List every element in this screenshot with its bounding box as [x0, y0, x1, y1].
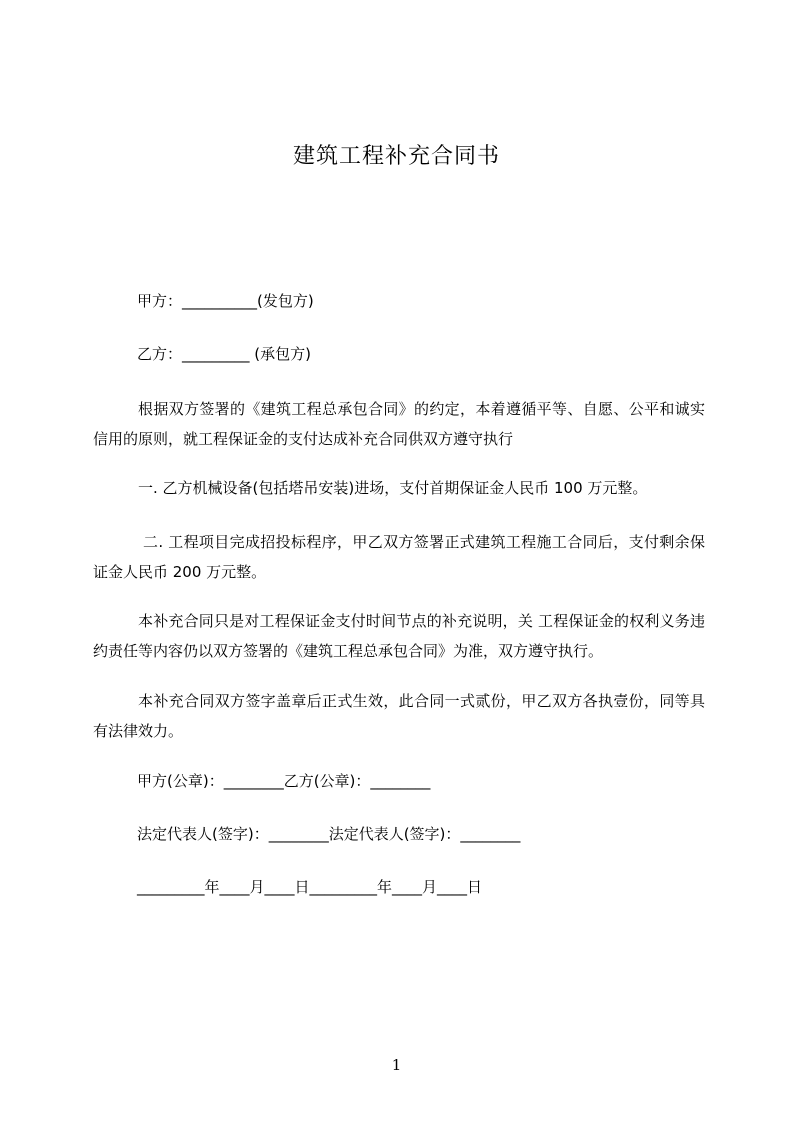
dates-line: _________年____月____日_________年____月____日 [137, 878, 483, 896]
document-title: 建筑工程补充合同书 [292, 144, 500, 169]
signatures-line: 法定代表人(签字)：________法定代表人(签字)：________ [137, 825, 521, 843]
intro-paragraph: 根据双方签署的《建筑工程总承包合同》的约定，本着遵循平等、自愿、公平和诚实信用的原则，就工程保证金的支付达成补充合同供双方遵守执行 [93, 400, 705, 448]
clause-1-paragraph: 一. 乙方机械设备(包括塔吊安装)进场，支付首期保证金人民币 100 万元整。 [138, 479, 648, 497]
clause-2-paragraph: 二. 工程项目完成招投标程序，甲乙双方签署正式建筑工程施工合同后，支付剩余保证金人民币 200 万元整。 [93, 533, 705, 581]
party-a-line: 甲方：__________(发包方) [137, 292, 314, 310]
effect-paragraph: 本补充合同双方签字盖章后正式生效，此合同一式贰份，甲乙双方各执壹份，同等具有法律效力。 [93, 692, 705, 740]
page-number: 1 [391, 1056, 402, 1074]
seals-line: 甲方(公章)：________乙方(公章)：________ [137, 772, 431, 790]
party-b-line: 乙方：_________ (承包方) [137, 345, 311, 363]
note-paragraph: 本补充合同只是对工程保证金支付时间节点的补充说明，关 工程保证金的权利义务违约责任等内容仍以双方签署的《建筑工程总承包合同》为准，双方遵守执行。 [93, 612, 705, 660]
